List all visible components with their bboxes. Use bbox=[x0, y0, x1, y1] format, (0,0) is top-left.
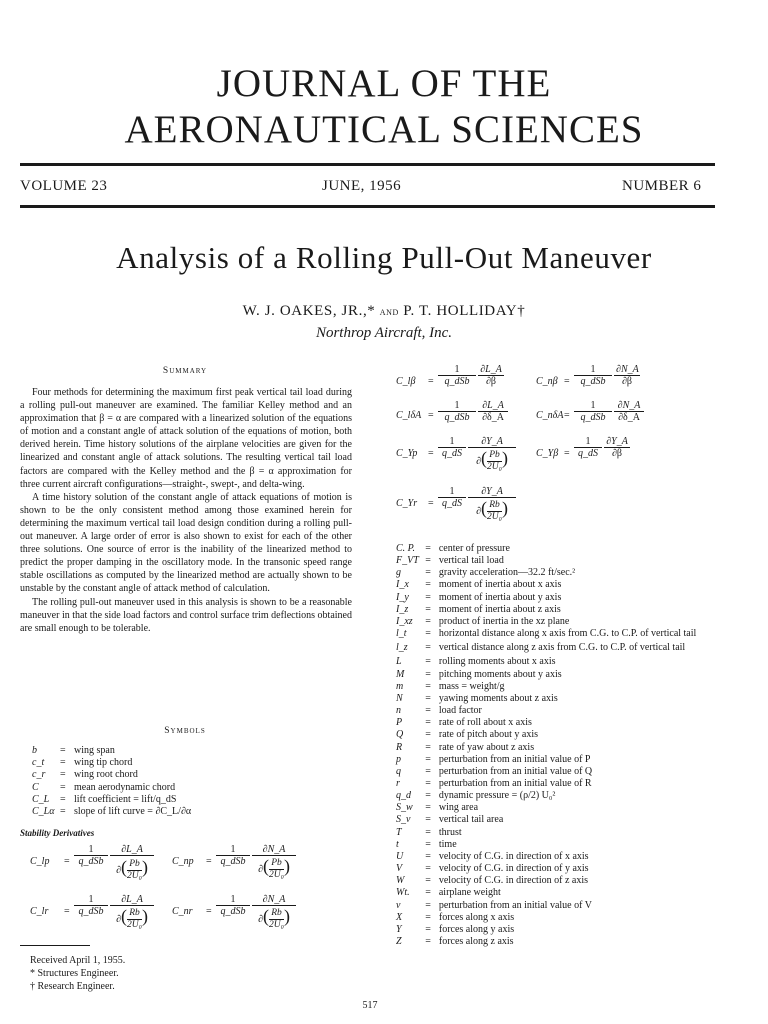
symbol-row: r = perturbation from an initial value of R bbox=[396, 777, 592, 789]
symbol-row: L = rolling moments about x axis bbox=[396, 656, 556, 668]
eq-cnda-frac-2: $\frac{\partial N\_A}{\partial\delta\_A}$ bbox=[614, 400, 644, 423]
eq-cyr-lhs: C_Yr bbox=[396, 498, 418, 509]
eq-cnb-frac-1: 1 q_dSb bbox=[574, 364, 612, 387]
right-symbols-list bbox=[396, 543, 736, 948]
symbol-row: m = mass = weight/g bbox=[396, 680, 505, 692]
left-equations bbox=[30, 842, 350, 942]
eq-cnb-lhs: C_nβ bbox=[536, 376, 558, 387]
symbol-row: Q = rate of pitch about y axis bbox=[396, 729, 538, 741]
summary-paragraph-2: A time history solution of the constant angle of attack equations of motion is shown to be the only consistent method among those examined herein for determining the maximum vertical tail load design condition during a rolling pull-out maneuver. A large order of error is also shown to exist for each of the other three solutions. One source of error is the inability of the linearized method to predict the proper damping in the oscillatory mode. In the transonic speed range stable oscillations as computed by the linearized method are actually shown to be unstable by the constant angle of attack method of calculation. bbox=[20, 491, 352, 595]
symbol-row: R = rate of yaw about z axis bbox=[396, 741, 535, 753]
article-title: Analysis of a Rolling Pull-Out Maneuver bbox=[116, 240, 652, 275]
symbol-row: V = velocity of C.G. in direction of y axis bbox=[396, 863, 589, 875]
eq-clb-frac-2: $\frac{\partial L\_A}{\partial\beta}$ bbox=[478, 364, 504, 387]
symbol-row: X = forces along x axis bbox=[396, 911, 515, 923]
eq-cyr-frac-2: ∂Y_A ∂( $\frac{Rb}{\text{2U₀}}$ ) bbox=[468, 486, 516, 523]
eq-cyp-frac-1: $\frac{1}{q\_dS}$ bbox=[438, 436, 466, 459]
eq-cyb-frac-2: $\frac{\partial Y\_A}{\partial\beta}$ bbox=[604, 436, 630, 459]
symbol-row: C = mean aerodynamic chord bbox=[32, 781, 176, 793]
issue-date: JUNE, 1956 bbox=[322, 178, 402, 194]
summary-paragraph-1: Four methods for determining the maximum first peak vertical tail load during a rolling pull-out maneuver are examined. The familiar Kelley method and an approximation that β = α are compared with a linearized solution of the equations of motion and a constant angle of attack solution of the equations of motion, both derived herein. Time history solutions of the airplane velocities are given for the linearized and constant angle of attack solutions. The resulting vertical tail load factors are compared with the Kelley method and the β = α approximation for three current aircraft configurations—straight-, swept-, and delta-wing. bbox=[20, 387, 352, 490]
eq-clr-frac-1: 1 q_dSb bbox=[74, 894, 108, 917]
symbol-row: I_z = moment of inertia about z axis bbox=[396, 603, 561, 615]
eq-clda-lhs: C_lδA bbox=[396, 410, 422, 421]
issue-number: NUMBER 6 bbox=[622, 178, 702, 194]
volume-label: VOLUME 23 bbox=[20, 178, 108, 194]
summary-paragraph-3: The rolling pull-out maneuver used in this analysis is shown to be a reasonable maneuver in that the side load factors and control surface trim deflections obtained are small enough to be tolerable. bbox=[20, 596, 352, 634]
symbol-row: I_xz = product of inertia in the xz plane bbox=[396, 615, 570, 627]
symbol-row: Wt. = airplane weight bbox=[396, 887, 501, 899]
equals-sign: = bbox=[564, 410, 570, 421]
symbol-row: P = rate of roll about x axis bbox=[396, 717, 532, 729]
equals-sign: = bbox=[428, 410, 434, 421]
right-equations bbox=[396, 364, 736, 534]
symbol-row: b = wing span bbox=[32, 745, 115, 756]
eq-clp-frac-2: ∂L_A ∂( $\frac{Pb}{\text{2U₀}}$ ) bbox=[110, 844, 154, 882]
symbol-row: g = gravity acceleration—32.2 ft/sec.² bbox=[396, 567, 576, 579]
symbol-row: t = time bbox=[396, 838, 457, 850]
symbol-row: T = thrust bbox=[396, 826, 462, 838]
eq-clb-frac-1: 1 q_dSb bbox=[438, 364, 476, 387]
symbols-heading: Symbols bbox=[164, 726, 206, 736]
journal-title-line-1: JOURNAL OF THE bbox=[216, 62, 552, 105]
eq-clb-lhs: C_lβ bbox=[396, 376, 416, 387]
symbol-row: F_VT = vertical tail load bbox=[396, 555, 504, 567]
eq-clr-lhs: C_lr bbox=[30, 906, 49, 917]
equals-sign: = bbox=[206, 906, 212, 917]
symbol-row: n = load factor bbox=[396, 705, 482, 717]
symbol-row: Z = forces along z axis bbox=[396, 936, 514, 947]
equals-sign: = bbox=[428, 376, 434, 387]
author-affiliation: Northrop Aircraft, Inc. bbox=[315, 325, 453, 341]
equals-sign: = bbox=[64, 906, 70, 917]
symbol-row: c_r = wing root chord bbox=[32, 769, 138, 781]
symbol-row: I_x = moment of inertia about x axis bbox=[396, 579, 562, 591]
author-oakes: W. J. OAKES, JR.,* bbox=[242, 303, 376, 319]
symbol-row: q = perturbation from an initial value of Q bbox=[396, 765, 593, 777]
eq-cnr-frac-2: ∂N_A ∂( $\frac{Rb}{\text{2U₀}}$ ) bbox=[252, 894, 296, 931]
page-number: 517 bbox=[362, 1000, 378, 1011]
eq-cnda-lhs: C_nδA bbox=[536, 410, 564, 421]
article-authors bbox=[0, 303, 768, 320]
footnote-star: * Structures Engineer. bbox=[30, 968, 119, 979]
footnote-rule bbox=[20, 945, 90, 946]
eq-cyp-lhs: C_Yp bbox=[396, 448, 418, 459]
equals-sign: = bbox=[564, 376, 570, 387]
eq-cnp-frac-1: 1 q_dSb bbox=[216, 844, 250, 867]
eq-cnp-lhs: C_np bbox=[172, 856, 194, 867]
symbol-row: q_d = dynamic pressure = (ρ/2) U₀² bbox=[396, 790, 556, 802]
eq-cnda-frac-1: 1 q_dSb bbox=[574, 400, 612, 423]
eq-cyp-frac-2: ∂Y_A ∂( $\frac{Pb}{\text{2U₀}}$ ) bbox=[468, 436, 516, 473]
eq-clr-frac-2: ∂L_A ∂( $\frac{Rb}{\text{2U₀}}$ ) bbox=[110, 894, 154, 931]
eq-cnr-frac-1: 1 q_dSb bbox=[216, 894, 250, 917]
summary-text bbox=[20, 386, 352, 635]
symbol-row: l_z = vertical distance along z axis from C.G. to C.P. of vertical tail bbox=[396, 642, 686, 654]
stability-derivatives-heading: Stability Derivatives bbox=[20, 828, 95, 838]
eq-cyr-frac-1: $\frac{1}{q\_dS}$ bbox=[438, 486, 466, 509]
eq-cnr-lhs: C_nr bbox=[172, 906, 193, 917]
equals-sign: = bbox=[206, 856, 212, 867]
eq-clda-frac-2: $\frac{\partial L\_A}{\partial\delta\_A}$ bbox=[478, 400, 508, 423]
authors-and: and bbox=[379, 304, 399, 318]
symbol-row: N = yawing moments about z axis bbox=[396, 692, 558, 704]
symbols-list bbox=[32, 745, 332, 818]
symbol-row: U = velocity of C.G. in direction of x axis bbox=[396, 850, 589, 862]
equals-sign: = bbox=[428, 498, 434, 509]
masthead-rule-top bbox=[20, 163, 715, 166]
eq-clp-lhs: C_lp bbox=[30, 856, 50, 867]
symbol-row: I_y = moment of inertia about y axis bbox=[396, 591, 562, 603]
equals-sign: = bbox=[64, 856, 70, 867]
eq-cnp-frac-2: ∂N_A ∂( $\frac{Pb}{\text{2U₀}}$ ) bbox=[252, 844, 296, 881]
eq-clda-frac-1: 1 q_dSb bbox=[438, 400, 476, 423]
eq-cnb-frac-2: $\frac{\partial N\_A}{\partial\beta}$ bbox=[616, 364, 639, 387]
symbol-row: v = perturbation from an initial value of V bbox=[396, 899, 592, 911]
footnote-dagger: † Research Engineer. bbox=[30, 981, 115, 992]
symbol-row: p = perturbation from an initial value of P bbox=[396, 753, 591, 765]
eq-cyb-lhs: C_Yβ bbox=[536, 448, 559, 459]
symbol-row: C. P. = center of pressure bbox=[396, 543, 510, 554]
journal-title-line-2: AERONAUTICAL SCIENCES bbox=[124, 108, 644, 151]
symbol-row: l_t = horizontal distance along x axis from C.G. to C.P. of vertical tail bbox=[396, 628, 697, 640]
symbol-row: C_L = lift coefficient = lift/q_dS bbox=[32, 793, 177, 805]
eq-cyb-frac-1: $\frac{1}{q\_dS}$ bbox=[574, 436, 602, 459]
symbol-row: S_w = wing area bbox=[396, 802, 479, 814]
symbol-row: C_Lα = slope of lift curve = ∂C_L/∂α bbox=[32, 806, 192, 818]
symbol-row: M = pitching moments about y axis bbox=[396, 668, 562, 680]
masthead-rule-bottom bbox=[20, 205, 715, 208]
symbol-row: Y = forces along y axis bbox=[396, 923, 515, 935]
symbol-row: S_v = vertical tail area bbox=[396, 814, 504, 826]
equals-sign: = bbox=[564, 448, 570, 459]
author-holliday: P. T. HOLLIDAY† bbox=[403, 303, 526, 319]
symbol-row: W = velocity of C.G. in direction of z axis bbox=[396, 875, 588, 887]
summary-heading: Summary bbox=[162, 366, 208, 376]
footnote-received: Received April 1, 1955. bbox=[30, 955, 126, 966]
symbol-row: c_t = wing tip chord bbox=[32, 757, 133, 769]
equals-sign: = bbox=[428, 448, 434, 459]
eq-clp-frac-1: 1 q_dSb bbox=[74, 844, 108, 867]
